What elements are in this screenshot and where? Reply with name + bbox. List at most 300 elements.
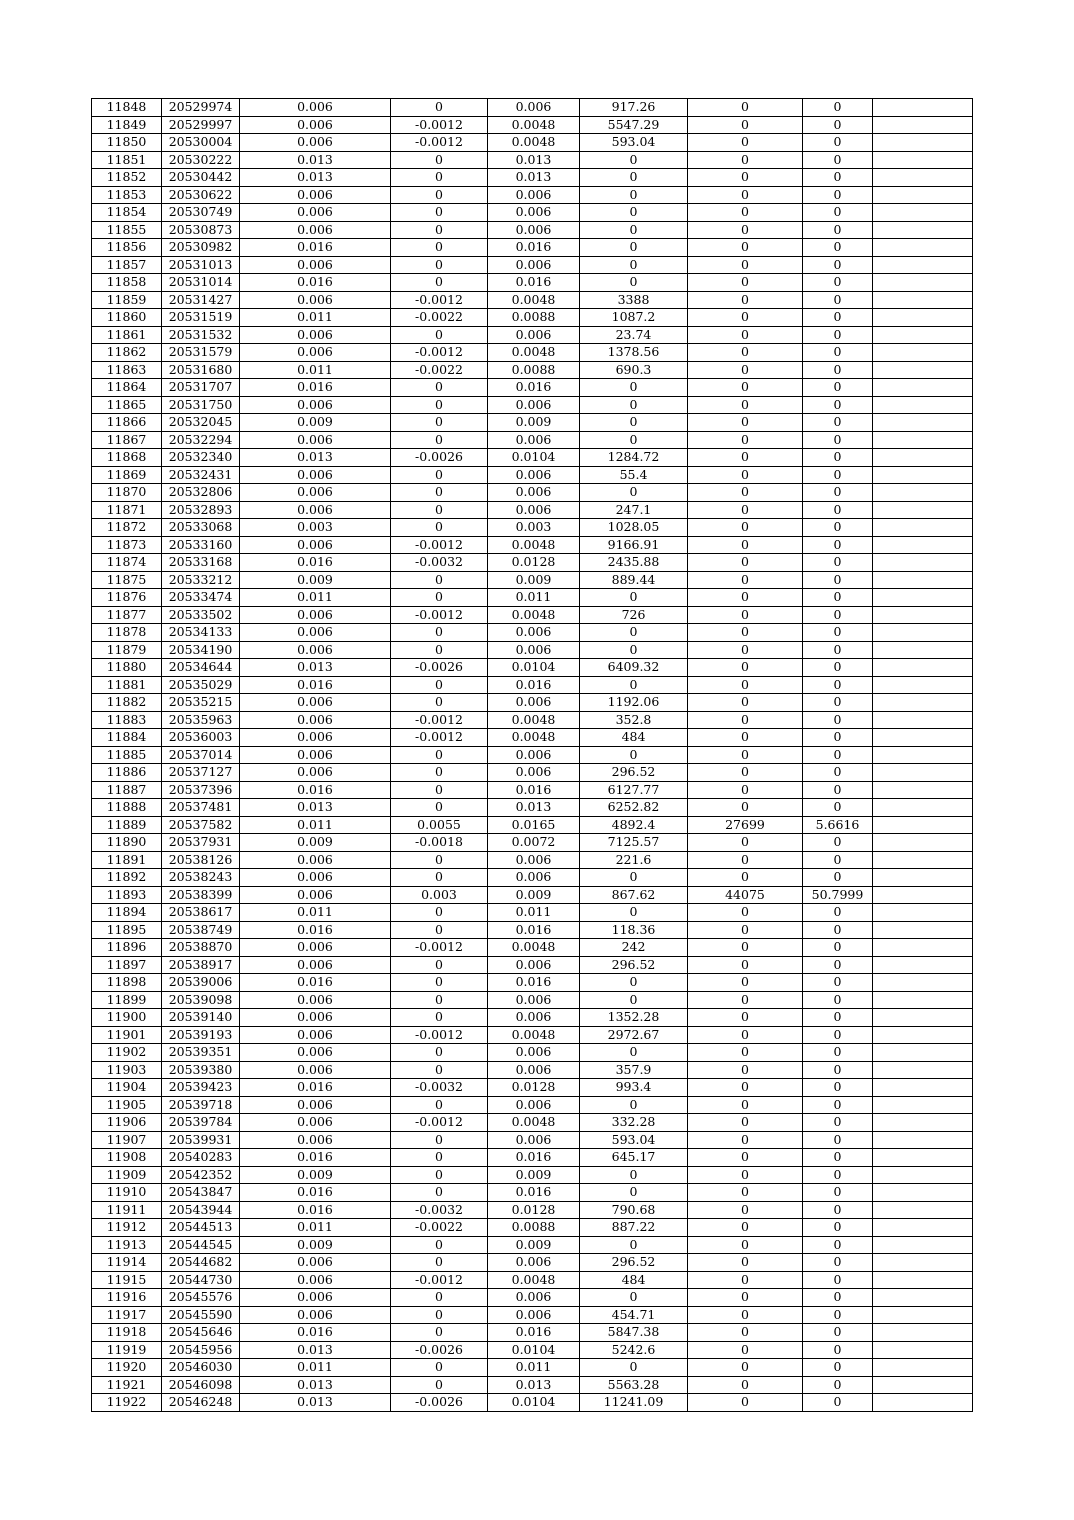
table-cell: 0.009 xyxy=(240,1236,391,1254)
table-cell: 20533068 xyxy=(162,519,240,537)
table-cell xyxy=(873,659,973,677)
table-cell: -0.0012 xyxy=(391,606,488,624)
table-cell: 0.006 xyxy=(240,396,391,414)
table-cell: 5242.6 xyxy=(580,1341,688,1359)
table-cell: 0 xyxy=(803,186,873,204)
table-cell: 0 xyxy=(803,221,873,239)
table-cell: 0 xyxy=(688,116,803,134)
table-cell: 11914 xyxy=(92,1254,162,1272)
table-cell: 0 xyxy=(803,1044,873,1062)
table-cell xyxy=(873,1114,973,1132)
table-row xyxy=(92,536,973,554)
table-cell: 11916 xyxy=(92,1289,162,1307)
table-row xyxy=(92,1114,973,1132)
table-cell xyxy=(873,361,973,379)
table-cell: 20533160 xyxy=(162,536,240,554)
table-cell: 0 xyxy=(688,921,803,939)
table-cell: 0 xyxy=(580,379,688,397)
table-row xyxy=(92,116,973,134)
table-cell: 2435.88 xyxy=(580,554,688,572)
table-cell: 0.016 xyxy=(240,781,391,799)
table-cell: 11866 xyxy=(92,414,162,432)
table-cell: 0 xyxy=(803,414,873,432)
table-cell: 20532431 xyxy=(162,466,240,484)
table-cell: 0 xyxy=(803,134,873,152)
table-cell: 0.006 xyxy=(240,694,391,712)
table-cell: 1087.2 xyxy=(580,309,688,327)
table-cell: 0 xyxy=(688,764,803,782)
table-cell: 0 xyxy=(391,99,488,117)
table-cell: 0 xyxy=(580,414,688,432)
table-cell: 20544730 xyxy=(162,1271,240,1289)
table-cell xyxy=(873,1079,973,1097)
table-cell xyxy=(873,239,973,257)
table-cell: 11864 xyxy=(92,379,162,397)
table-cell: 454.71 xyxy=(580,1306,688,1324)
table-cell: 593.04 xyxy=(580,1131,688,1149)
table-cell: 20531707 xyxy=(162,379,240,397)
table-cell: 5.6616 xyxy=(803,816,873,834)
table-cell: 0.016 xyxy=(488,781,580,799)
table-cell: 993.4 xyxy=(580,1079,688,1097)
table-cell: 0 xyxy=(391,186,488,204)
table-cell: 0.006 xyxy=(240,991,391,1009)
table-cell: 0 xyxy=(688,484,803,502)
table-cell: 0 xyxy=(803,151,873,169)
table-cell: 0.006 xyxy=(240,746,391,764)
table-row xyxy=(92,1306,973,1324)
table-row xyxy=(92,694,973,712)
table-cell: -0.0032 xyxy=(391,1201,488,1219)
table-cell: 20543944 xyxy=(162,1201,240,1219)
table-cell: 0 xyxy=(803,396,873,414)
table-cell: 20539931 xyxy=(162,1131,240,1149)
table-cell: 0.0048 xyxy=(488,536,580,554)
table-cell: 0 xyxy=(580,1236,688,1254)
table-cell: 0.0048 xyxy=(488,116,580,134)
table-cell: 20539140 xyxy=(162,1009,240,1027)
table-cell: -0.0012 xyxy=(391,1026,488,1044)
table-cell: 0.011 xyxy=(240,816,391,834)
table-cell: 0.016 xyxy=(240,379,391,397)
table-cell: 0.016 xyxy=(240,974,391,992)
table-cell: 11922 xyxy=(92,1394,162,1412)
table-cell: 0.0055 xyxy=(391,816,488,834)
table-cell: 0.006 xyxy=(240,729,391,747)
table-cell: 357.9 xyxy=(580,1061,688,1079)
table-cell: 0 xyxy=(803,99,873,117)
table-cell: 20530749 xyxy=(162,204,240,222)
table-cell: 0 xyxy=(688,1166,803,1184)
table-cell: 0 xyxy=(803,274,873,292)
table-cell: 5563.28 xyxy=(580,1376,688,1394)
table-cell: 11873 xyxy=(92,536,162,554)
table-cell: 645.17 xyxy=(580,1149,688,1167)
table-row xyxy=(92,781,973,799)
table-cell: 0 xyxy=(688,466,803,484)
table-cell xyxy=(873,449,973,467)
table-cell: 11859 xyxy=(92,291,162,309)
table-cell: -0.0026 xyxy=(391,659,488,677)
table-cell xyxy=(873,274,973,292)
table-cell xyxy=(873,134,973,152)
table-cell: 20546098 xyxy=(162,1376,240,1394)
table-cell: 0 xyxy=(391,1149,488,1167)
table-cell: 0.006 xyxy=(240,1289,391,1307)
table-cell: 20543847 xyxy=(162,1184,240,1202)
table-cell: 0 xyxy=(688,344,803,362)
table-cell: 3388 xyxy=(580,291,688,309)
table-cell: 11868 xyxy=(92,449,162,467)
table-cell: 0 xyxy=(803,431,873,449)
table-row xyxy=(92,676,973,694)
table-cell: 0 xyxy=(688,1201,803,1219)
table-cell: 0.0048 xyxy=(488,344,580,362)
table-row xyxy=(92,1149,973,1167)
table-cell: 0 xyxy=(688,309,803,327)
table-cell: 0 xyxy=(391,1096,488,1114)
table-cell: 0 xyxy=(688,641,803,659)
table-cell xyxy=(873,1236,973,1254)
table-cell: 0 xyxy=(803,1026,873,1044)
table-row xyxy=(92,886,973,904)
table-cell: 0 xyxy=(580,239,688,257)
table-cell: 20534190 xyxy=(162,641,240,659)
table-cell: 11875 xyxy=(92,571,162,589)
table-cell: 593.04 xyxy=(580,134,688,152)
table-cell: 0 xyxy=(580,186,688,204)
table-cell xyxy=(873,1359,973,1377)
table-cell: 0 xyxy=(803,869,873,887)
table-cell: 0 xyxy=(803,1289,873,1307)
table-cell xyxy=(873,694,973,712)
table-cell: 0.006 xyxy=(488,221,580,239)
table-cell: 11861 xyxy=(92,326,162,344)
table-cell: 0.016 xyxy=(488,239,580,257)
table-cell: 0.016 xyxy=(488,974,580,992)
table-cell: 0.016 xyxy=(240,274,391,292)
table-cell: 0 xyxy=(688,361,803,379)
table-row xyxy=(92,501,973,519)
table-cell: 0 xyxy=(580,1359,688,1377)
table-cell: 0 xyxy=(688,781,803,799)
table-cell: 0.016 xyxy=(240,1079,391,1097)
table-cell: 0 xyxy=(688,1149,803,1167)
table-cell: 0.009 xyxy=(488,414,580,432)
table-cell: 20545576 xyxy=(162,1289,240,1307)
table-cell xyxy=(873,1026,973,1044)
table-cell: 0 xyxy=(391,746,488,764)
table-row xyxy=(92,239,973,257)
table-cell: 11878 xyxy=(92,624,162,642)
table-cell: 20540283 xyxy=(162,1149,240,1167)
table-cell: 20545956 xyxy=(162,1341,240,1359)
table-cell: 11905 xyxy=(92,1096,162,1114)
table-cell: -0.0012 xyxy=(391,729,488,747)
table-cell: 0 xyxy=(803,344,873,362)
table-row xyxy=(92,974,973,992)
table-cell: 0.006 xyxy=(488,1306,580,1324)
table-row xyxy=(92,1079,973,1097)
table-cell xyxy=(873,1271,973,1289)
table-cell: 0 xyxy=(803,1149,873,1167)
table-cell xyxy=(873,116,973,134)
table-cell: 0.0088 xyxy=(488,1219,580,1237)
table-cell: 55.4 xyxy=(580,466,688,484)
table-cell: 0 xyxy=(391,1324,488,1342)
table-cell: 11852 xyxy=(92,169,162,187)
table-cell: 0.0048 xyxy=(488,606,580,624)
table-cell: 11908 xyxy=(92,1149,162,1167)
table-cell: 0.011 xyxy=(240,904,391,922)
table-cell: 0.006 xyxy=(488,1096,580,1114)
table-row xyxy=(92,169,973,187)
table-cell: 0.006 xyxy=(488,956,580,974)
table-cell: 0.006 xyxy=(240,641,391,659)
table-cell: 11855 xyxy=(92,221,162,239)
table-cell: 11894 xyxy=(92,904,162,922)
table-cell: 0 xyxy=(803,659,873,677)
table-cell: 484 xyxy=(580,1271,688,1289)
table-cell: 0 xyxy=(688,589,803,607)
table-cell: 0.006 xyxy=(488,694,580,712)
table-cell: 0 xyxy=(803,1131,873,1149)
table-cell: 0 xyxy=(391,799,488,817)
table-cell: 0 xyxy=(688,396,803,414)
table-cell: 0.013 xyxy=(488,151,580,169)
table-cell: 0.016 xyxy=(240,1184,391,1202)
table-cell xyxy=(873,344,973,362)
table-cell: 0 xyxy=(391,326,488,344)
table-cell: 20537931 xyxy=(162,834,240,852)
table-cell: 0 xyxy=(391,256,488,274)
table-cell: 690.3 xyxy=(580,361,688,379)
table-cell: 0 xyxy=(688,1271,803,1289)
table-cell: 0 xyxy=(391,869,488,887)
table-cell: 20544513 xyxy=(162,1219,240,1237)
table-cell: 0.006 xyxy=(488,431,580,449)
table-cell: 20530873 xyxy=(162,221,240,239)
table-cell: 0 xyxy=(688,414,803,432)
table-cell: 20530222 xyxy=(162,151,240,169)
table-cell: 0.006 xyxy=(240,956,391,974)
table-cell: 20531013 xyxy=(162,256,240,274)
table-cell: 0.016 xyxy=(240,676,391,694)
table-cell: 11909 xyxy=(92,1166,162,1184)
table-cell: 0 xyxy=(803,379,873,397)
table-cell: 0.006 xyxy=(240,939,391,957)
table-cell: 0.006 xyxy=(240,1114,391,1132)
table-cell: 0.006 xyxy=(240,851,391,869)
table-cell: 0 xyxy=(688,169,803,187)
table-cell: 1028.05 xyxy=(580,519,688,537)
table-cell: 11921 xyxy=(92,1376,162,1394)
table-cell: 0 xyxy=(391,781,488,799)
table-cell: 20534644 xyxy=(162,659,240,677)
table-row xyxy=(92,764,973,782)
table-cell: 0 xyxy=(803,781,873,799)
table-cell: 0 xyxy=(688,274,803,292)
table-row xyxy=(92,606,973,624)
table-cell xyxy=(873,624,973,642)
table-row xyxy=(92,1184,973,1202)
table-cell: 11918 xyxy=(92,1324,162,1342)
table-cell: 0 xyxy=(803,571,873,589)
table-cell xyxy=(873,1201,973,1219)
table-cell: 0 xyxy=(803,799,873,817)
table-cell: 0 xyxy=(391,484,488,502)
table-cell: 296.52 xyxy=(580,764,688,782)
table-cell: 0.016 xyxy=(488,379,580,397)
table-cell: 11899 xyxy=(92,991,162,1009)
table-row xyxy=(92,554,973,572)
table-cell: 0 xyxy=(803,484,873,502)
table-cell: 20532806 xyxy=(162,484,240,502)
table-row xyxy=(92,134,973,152)
table-cell: 11915 xyxy=(92,1271,162,1289)
table-cell: 20537127 xyxy=(162,764,240,782)
table-cell: 0.006 xyxy=(488,501,580,519)
table-cell: 917.26 xyxy=(580,99,688,117)
table-cell xyxy=(873,816,973,834)
table-cell: 0.006 xyxy=(240,256,391,274)
table-cell: 0 xyxy=(391,204,488,222)
table-cell: 7125.57 xyxy=(580,834,688,852)
table-cell: 0 xyxy=(803,589,873,607)
table-cell: 0 xyxy=(803,1324,873,1342)
table-cell: 20529974 xyxy=(162,99,240,117)
table-cell: 0.0104 xyxy=(488,1341,580,1359)
table-cell: 0 xyxy=(688,99,803,117)
table-cell: 0.0048 xyxy=(488,134,580,152)
table-cell: 11849 xyxy=(92,116,162,134)
table-cell: 5547.29 xyxy=(580,116,688,134)
table-cell: 0 xyxy=(803,939,873,957)
table-cell xyxy=(873,484,973,502)
table-cell: 0 xyxy=(803,116,873,134)
table-cell: 0.013 xyxy=(240,799,391,817)
table-cell: 221.6 xyxy=(580,851,688,869)
table-cell: 0 xyxy=(803,501,873,519)
table-cell: 0 xyxy=(688,379,803,397)
table-cell xyxy=(873,431,973,449)
table-row xyxy=(92,151,973,169)
table-cell: 0 xyxy=(391,239,488,257)
table-cell: 0 xyxy=(688,729,803,747)
table-cell: 0 xyxy=(391,974,488,992)
table-cell: 0 xyxy=(688,1289,803,1307)
table-cell: 0 xyxy=(688,1359,803,1377)
table-cell: 0 xyxy=(803,466,873,484)
table-cell: 0 xyxy=(391,1289,488,1307)
table-cell: 0 xyxy=(580,1096,688,1114)
table-cell: 0 xyxy=(803,291,873,309)
table-cell: 0.0104 xyxy=(488,659,580,677)
table-cell: 332.28 xyxy=(580,1114,688,1132)
table-cell: -0.0026 xyxy=(391,1394,488,1412)
table-cell: 0 xyxy=(391,1376,488,1394)
table-row xyxy=(92,344,973,362)
table-cell: 0.013 xyxy=(488,169,580,187)
table-cell: 0.0048 xyxy=(488,1114,580,1132)
table-cell: 0.016 xyxy=(488,676,580,694)
table-cell: 1352.28 xyxy=(580,1009,688,1027)
table-cell: 0.006 xyxy=(488,624,580,642)
table-cell: 23.74 xyxy=(580,326,688,344)
table-cell: 0 xyxy=(688,256,803,274)
table-cell: 0 xyxy=(803,361,873,379)
table-cell: 11906 xyxy=(92,1114,162,1132)
table-cell: 0 xyxy=(803,834,873,852)
table-cell: 0.006 xyxy=(240,116,391,134)
table-cell: 0.009 xyxy=(240,571,391,589)
table-cell: 11910 xyxy=(92,1184,162,1202)
table-cell: 0 xyxy=(580,1166,688,1184)
table-cell: 0.006 xyxy=(240,1131,391,1149)
table-cell xyxy=(873,869,973,887)
table-cell: 0.0104 xyxy=(488,449,580,467)
table-cell: 0 xyxy=(688,554,803,572)
table-cell: 11907 xyxy=(92,1131,162,1149)
table-cell: 20535963 xyxy=(162,711,240,729)
table-cell: 0 xyxy=(391,519,488,537)
table-cell: 0.0048 xyxy=(488,729,580,747)
table-cell xyxy=(873,1289,973,1307)
table-row xyxy=(92,361,973,379)
table-cell: 0.006 xyxy=(240,134,391,152)
table-cell: 20530004 xyxy=(162,134,240,152)
table-cell: 11848 xyxy=(92,99,162,117)
table-cell: 0 xyxy=(803,764,873,782)
table-cell: 0 xyxy=(580,169,688,187)
table-cell xyxy=(873,1376,973,1394)
table-cell: 0.006 xyxy=(240,466,391,484)
table-cell: 0 xyxy=(688,1044,803,1062)
table-row xyxy=(92,571,973,589)
table-cell: 11860 xyxy=(92,309,162,327)
table-cell: 0.0048 xyxy=(488,291,580,309)
table-cell: 11896 xyxy=(92,939,162,957)
table-cell xyxy=(873,1061,973,1079)
table-row xyxy=(92,326,973,344)
table-cell xyxy=(873,886,973,904)
table-cell xyxy=(873,939,973,957)
table-row xyxy=(92,956,973,974)
table-cell: 484 xyxy=(580,729,688,747)
table-cell: 11903 xyxy=(92,1061,162,1079)
table-cell: 0 xyxy=(391,764,488,782)
table-cell: 11889 xyxy=(92,816,162,834)
table-cell: 11863 xyxy=(92,361,162,379)
table-cell: 0.0088 xyxy=(488,361,580,379)
table-cell: 0.013 xyxy=(240,1394,391,1412)
table-cell: 11869 xyxy=(92,466,162,484)
table-cell xyxy=(873,729,973,747)
table-cell xyxy=(873,571,973,589)
table-cell xyxy=(873,501,973,519)
table-cell: 0 xyxy=(688,151,803,169)
table-cell: 0 xyxy=(803,921,873,939)
table-cell: 0.016 xyxy=(488,1324,580,1342)
table-cell: 0 xyxy=(391,1166,488,1184)
table-cell: 0 xyxy=(688,694,803,712)
table-cell: 0 xyxy=(803,1201,873,1219)
table-row xyxy=(92,659,973,677)
table-cell: 20530622 xyxy=(162,186,240,204)
table-cell: 11897 xyxy=(92,956,162,974)
table-cell: 20546248 xyxy=(162,1394,240,1412)
table-cell: 11872 xyxy=(92,519,162,537)
